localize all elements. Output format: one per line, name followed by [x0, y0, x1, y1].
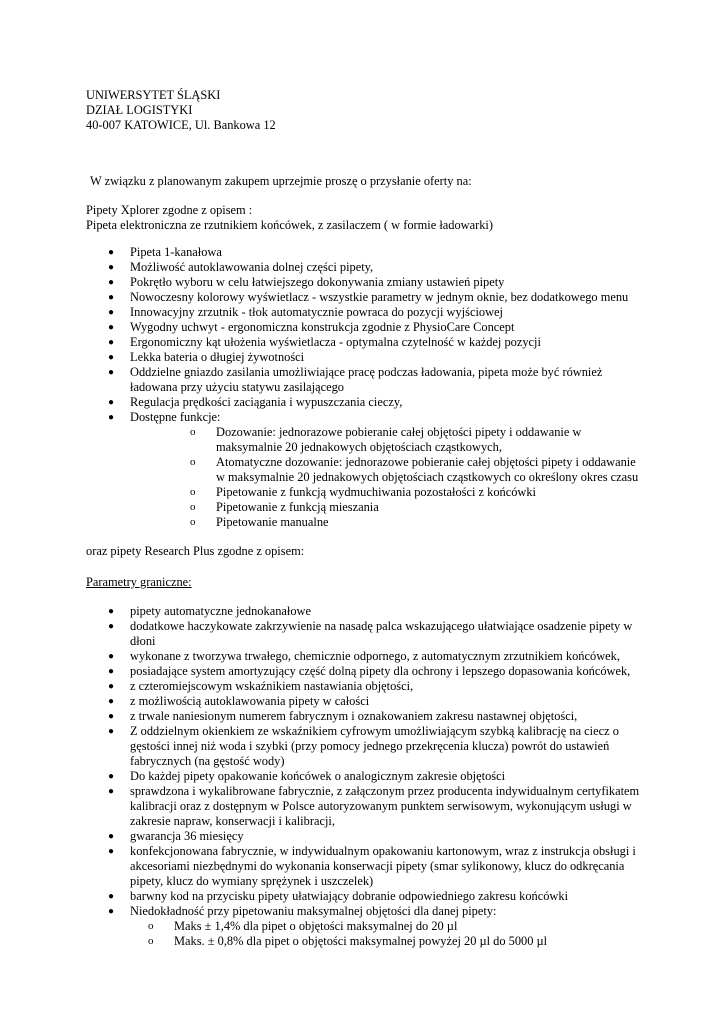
sublist-item: o Pipetowanie manualne: [190, 515, 329, 529]
section1-heading: [86, 203, 493, 233]
list-item: ● posiadające system amortyzujący część dolną pipety dla ochrony i lepszego dopasowania końcówek,: [108, 664, 631, 678]
bullet-icon: ●: [108, 337, 115, 348]
bullet-icon: ●: [108, 307, 115, 318]
bullet-icon: ●: [108, 322, 115, 333]
bullet-icon: ●: [108, 846, 115, 857]
params-heading: Parametry graniczne:: [86, 575, 192, 589]
circle-bullet-icon: o: [148, 935, 154, 947]
accuracy-sublist: [130, 919, 646, 949]
list-item: ● z możliwością autoklawowania pipety w całości: [108, 694, 370, 708]
sublist-item: o Maks. ± 0,8% dla pipet o objętości maksymalnej powyżej 20 µl do 5000 µl: [148, 934, 548, 948]
list-item: ● Regulacja prędkości zaciągania i wypuszczania cieczy,: [108, 395, 403, 409]
bullet-icon: ●: [108, 352, 115, 363]
section1-list: [86, 245, 646, 530]
list-item: ● Pipeta 1-kanałowa: [108, 245, 222, 259]
list-item: ● Wygodny uchwyt - ergonomiczna konstrukcja zgodnie z PhysioCare Concept: [108, 320, 515, 334]
bullet-icon: ●: [108, 397, 115, 408]
list-item: ● Ergonomiczny kąt ułożenia wyświetlacza - optymalna czytelność w każdej pozycji: [108, 335, 541, 349]
sublist-item: o Atomatyczne dozowanie: jednorazowe pobieranie całej objętości pipety i oddawanie w maksymalnie 20 jednakowych objętościach cząstkowych co określony okres czasu: [190, 455, 639, 484]
intro-paragraph: W związku z planowanym zakupem uprzejmie proszę o przysłanie oferty na:: [90, 174, 472, 188]
bullet-icon: ●: [108, 906, 115, 917]
section1-title: Pipety Xplorer zgodne z opisem :: [86, 203, 253, 217]
bullet-icon: ●: [108, 412, 115, 423]
section1-subtitle: Pipeta elektroniczna ze rzutnikiem końcówek, z zasilaczem ( w formie ładowarki): [86, 218, 493, 232]
bullet-icon: ●: [108, 621, 115, 632]
list-item: ● Lekka bateria o długiej żywotności: [108, 350, 305, 364]
list-item: ● Do każdej pipety opakowanie końcówek o analogicznym zakresie objętości: [108, 769, 506, 783]
list-item: ● pipety automatyczne jednokanałowe: [108, 604, 311, 618]
bullet-icon: ●: [108, 666, 115, 677]
list-item: ● Niedokładność przy pipetowaniu maksymalnej objętości dla danej pipety: o Maks ± 1,4% dla pipet o objętości maksymalnej do 20 µl o Maks. ± 0,8% dla pipet o objętości maksymalnej powyżej 20 µl do 5000 µl: [86, 904, 646, 949]
list-item: ● z trwale naniesionym numerem fabrycznym i oznakowaniem zakresu nastawnej objętości,: [108, 709, 578, 723]
institution-name: UNIWERSYTET ŚLĄSKI: [86, 88, 221, 102]
list-item: ● sprawdzona i wykalibrowane fabrycznie, z załączonym przez producenta indywidualnym certyfikatem kalibracji oraz z dostępnym w Polsce autoryzowanym punktem serwisowym, wykonującym usługi w zakresie napraw, konserwacji i kalibracji,: [108, 784, 640, 828]
sublist-item: o Dozowanie: jednorazowe pobieranie całej objętości pipety i oddawanie w maksymalnie 20 jednakowych objętościach cząstkowych,: [190, 425, 582, 454]
list-item: ● Dostępne funkcje: o Dozowanie: jednorazowe pobieranie całej objętości pipety i oddawanie w maksymalnie 20 jednakowych objętościach cząstkowych, o Atomatyczne dozowanie: jednorazowe pobieranie całej objętości pipety i oddawanie w maksymalnie 20 jednakowych objętościach cząstkowych co określony okres czasu o Pipetowanie z funkcją wydmuchiwania pozostałości z końcówki o Pipetowanie z funkcją mieszania o Pipetowanie manualne: [86, 410, 646, 530]
bullet-icon: ●: [108, 606, 115, 617]
bullet-icon: ●: [108, 711, 115, 722]
circle-bullet-icon: o: [190, 486, 196, 498]
list-item: ● gwarancja 36 miesięcy: [108, 829, 244, 843]
list-item: ● Nowoczesny kolorowy wyświetlacz - wszystkie parametry w jednym oknie, bez dodatkowego menu: [108, 290, 629, 304]
bullet-icon: ●: [108, 651, 115, 662]
list-item: ● Oddzielne gniazdo zasilania umożliwiające pracę podczas ładowania, pipeta może być również ładowana przy użyciu statywu zasilającego: [108, 365, 603, 394]
section2-list: [86, 604, 646, 949]
list-item: ● z czteromiejscowym wskaźnikiem nastawiania objętości,: [108, 679, 414, 693]
bullet-icon: ●: [108, 786, 115, 797]
list-item: ● Z oddzielnym okienkiem ze wskaźnikiem cyfrowym umożliwiającym szybką kalibrację na ciecz o gęstości innej niż woda i szybki (przy pomocy jednego przekręcenia klucza) powrót do ustawień fabrycznych (na gęstość wody): [108, 724, 619, 768]
address-line: 40-007 KATOWICE, Ul. Bankowa 12: [86, 118, 276, 132]
bullet-icon: ●: [108, 292, 115, 303]
circle-bullet-icon: o: [190, 516, 196, 528]
address-header: [86, 88, 276, 133]
bullet-icon: ●: [108, 247, 115, 258]
bullet-icon: ●: [108, 681, 115, 692]
circle-bullet-icon: o: [190, 456, 196, 468]
bullet-icon: ●: [108, 891, 115, 902]
sublist-item: o Pipetowanie z funkcją mieszania: [190, 500, 379, 514]
list-item: ● barwny kod na przycisku pipety ułatwiający dobranie odpowiedniego zakresu końcówki: [108, 889, 569, 903]
list-item: ● Pokrętło wyboru w celu łatwiejszego dokonywania zmiany ustawień pipety: [108, 275, 505, 289]
list-item: ● Możliwość autoklawowania dolnej części pipety,: [108, 260, 374, 274]
sublist-item: o Pipetowanie z funkcją wydmuchiwania pozostałości z końcówki: [190, 485, 537, 499]
bullet-icon: ●: [108, 831, 115, 842]
sublist-item: o Maks ± 1,4% dla pipet o objętości maksymalnej do 20 µl: [148, 919, 458, 933]
list-item: ● konfekcjonowana fabrycznie, w indywidualnym opakowaniu kartonowym, wraz z instrukcja obsługi i akcesoriami niezbędnymi do wykonania konserwacji pipety (smar sylikonowy, klucz do odkręcania pipety, klucz do wymiany sprężynek i uszczelek): [108, 844, 636, 888]
list-item: ● dodatkowe haczykowate zakrzywienie na nasadę palca wskazującego ułatwiające osadzenie pipety w dłoni: [108, 619, 633, 648]
bullet-icon: ●: [108, 277, 115, 288]
circle-bullet-icon: o: [148, 920, 154, 932]
bullet-icon: ●: [108, 367, 115, 378]
circle-bullet-icon: o: [190, 426, 196, 438]
department-name: DZIAŁ LOGISTYKI: [86, 103, 193, 117]
bullet-icon: ●: [108, 696, 115, 707]
section2-title: oraz pipety Research Plus zgodne z opisem:: [86, 544, 305, 558]
bullet-icon: ●: [108, 726, 115, 737]
bullet-icon: ●: [108, 262, 115, 273]
list-item: ● Innowacyjny zrzutnik - tłok automatycznie powraca do pozycji wyjściowej: [108, 305, 503, 319]
list-item: ● wykonane z tworzywa trwałego, chemicznie odpornego, z automatycznym zrzutnikiem końcówek,: [108, 649, 620, 663]
circle-bullet-icon: o: [190, 501, 196, 513]
bullet-icon: ●: [108, 771, 115, 782]
functions-sublist: [130, 425, 646, 530]
